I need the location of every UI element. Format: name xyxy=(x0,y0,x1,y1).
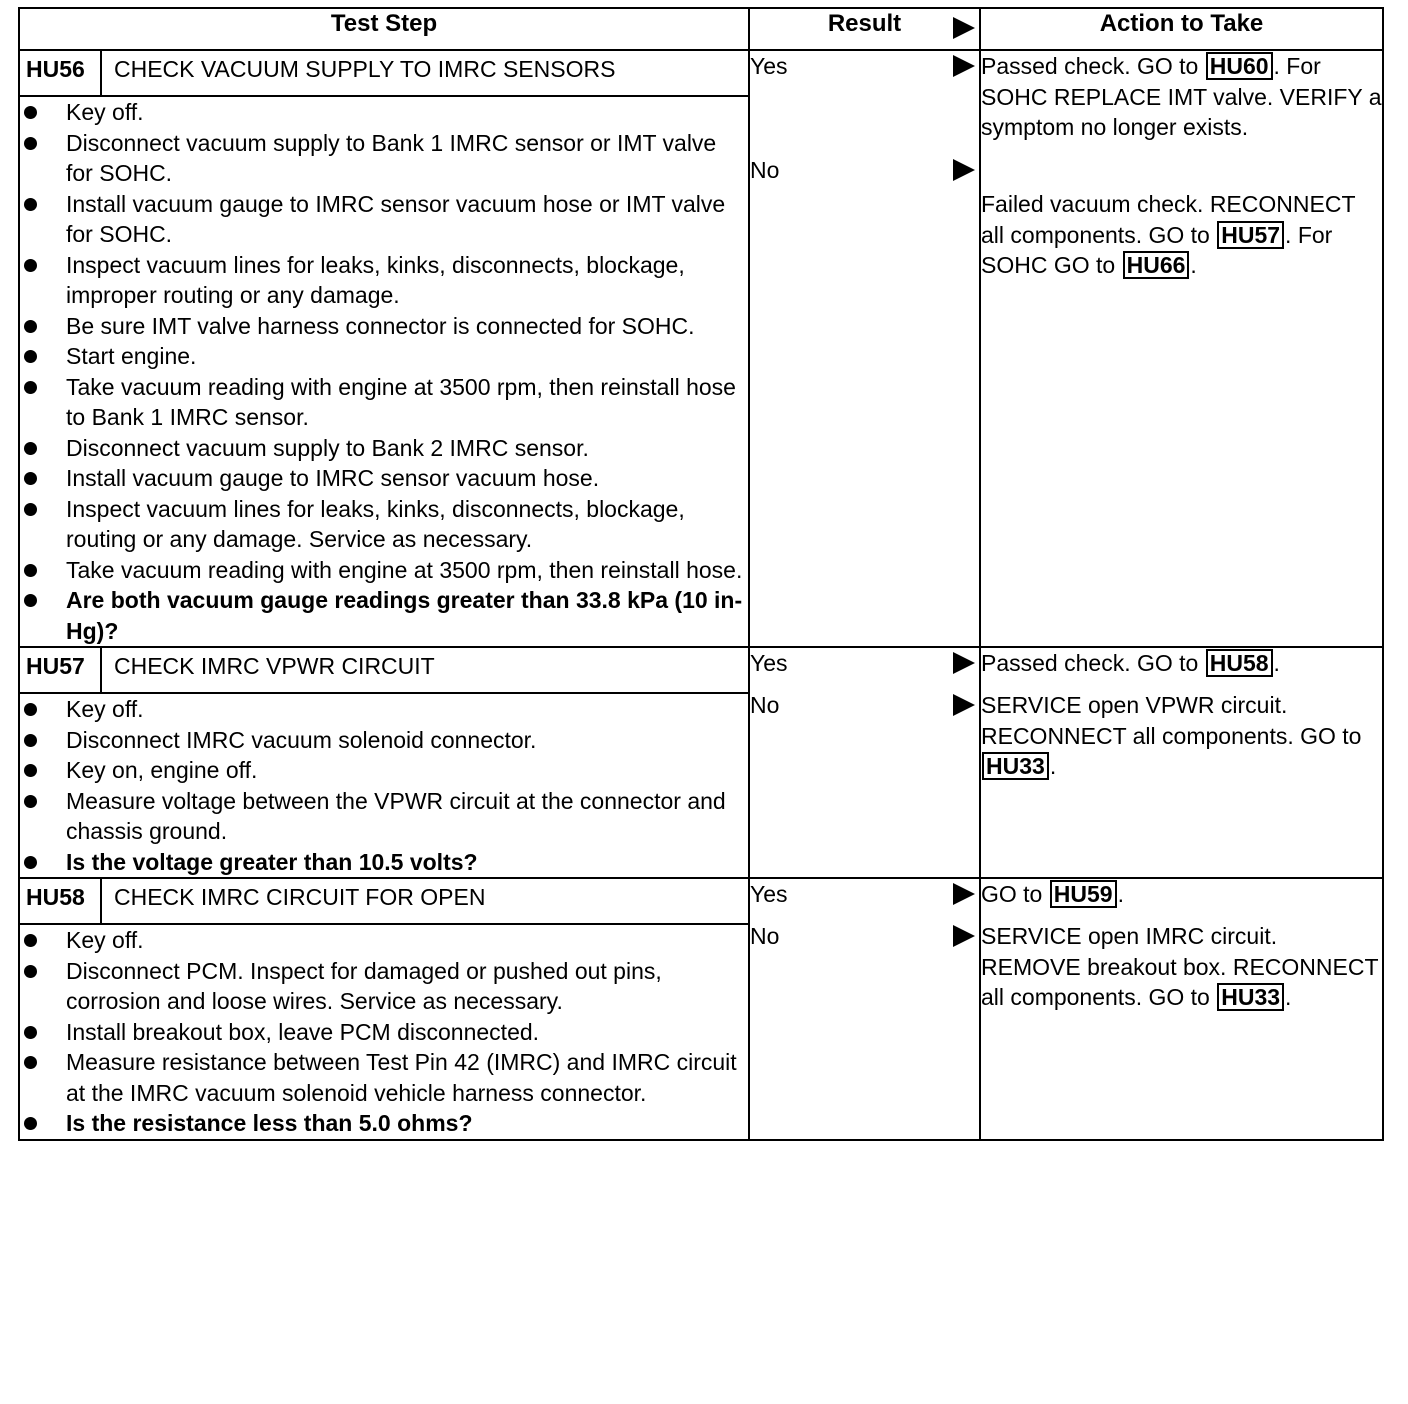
step-id: HU57 xyxy=(19,647,101,693)
action-yes xyxy=(981,879,1382,921)
step-instructions xyxy=(20,694,748,877)
arrow-right-icon xyxy=(953,693,975,724)
result-cell xyxy=(749,50,980,647)
action-text: GO to xyxy=(981,881,1049,907)
action-text: . For SOHC GO to xyxy=(981,221,1333,278)
step-title: CHECK VACUUM SUPPLY TO IMRC SENSORS xyxy=(101,50,749,96)
arrow-right-icon xyxy=(953,17,975,48)
action-cell xyxy=(980,647,1383,878)
step-reference[interactable]: HU33 xyxy=(982,752,1049,780)
result-no xyxy=(750,690,979,720)
instruction-item: Disconnect vacuum supply to Bank 2 IMRC sensor. xyxy=(20,433,748,464)
instruction-item: Start engine. xyxy=(20,341,748,372)
result-yes-label: Yes xyxy=(750,881,788,907)
step-reference[interactable]: HU59 xyxy=(1050,880,1117,908)
result-cell xyxy=(749,878,980,1140)
instruction-item: Take vacuum reading with engine at 3500 rpm, then reinstall hose to Bank 1 IMRC sensor. xyxy=(20,372,748,433)
action-text: Failed vacuum check. RECONNECT all components. GO to xyxy=(981,191,1356,248)
instruction-item: Install breakout box, leave PCM disconnected. xyxy=(20,1017,748,1048)
instruction-item: Key off. xyxy=(20,694,748,725)
action-text: SERVICE open IMRC circuit. REMOVE breakout box. RECONNECT all components. GO to xyxy=(981,923,1379,1010)
arrow-right-icon xyxy=(953,651,975,682)
step-title-row xyxy=(19,647,1383,693)
instruction-item: Key on, engine off. xyxy=(20,755,748,786)
result-cell xyxy=(749,647,980,878)
arrow-right-icon xyxy=(953,54,975,85)
instruction-item: Install vacuum gauge to IMRC sensor vacuum hose or IMT valve for SOHC. xyxy=(20,189,748,250)
step-title: CHECK IMRC CIRCUIT FOR OPEN xyxy=(101,878,749,924)
step-body xyxy=(19,693,749,878)
step-reference[interactable]: HU58 xyxy=(1206,649,1273,677)
header-result-label: Result xyxy=(827,10,902,37)
action-text: . xyxy=(1273,650,1280,676)
instruction-question: Are both vacuum gauge readings greater than 33.8 kPa (10 in-Hg)? xyxy=(20,585,748,646)
result-yes-label: Yes xyxy=(750,53,788,79)
instruction-item: Inspect vacuum lines for leaks, kinks, disconnects, blockage, improper routing or any damage. xyxy=(20,250,748,311)
result-yes xyxy=(750,648,979,678)
action-yes xyxy=(981,648,1382,690)
step-id: HU58 xyxy=(19,878,101,924)
step-body xyxy=(19,924,749,1140)
instruction-item: Measure resistance between Test Pin 42 (IMRC) and IMRC circuit at the IMRC vacuum solenoid vehicle harness connector. xyxy=(20,1047,748,1108)
action-text: Passed check. GO to xyxy=(981,650,1205,676)
action-text: SERVICE open VPWR circuit. RECONNECT all components. GO to xyxy=(981,692,1362,749)
result-no xyxy=(750,921,979,951)
instruction-item: Inspect vacuum lines for leaks, kinks, disconnects, blockage, routing or any damage. Service as necessary. xyxy=(20,494,748,555)
instruction-item: Key off. xyxy=(20,97,748,128)
action-text: . For SOHC REPLACE IMT valve. VERIFY a symptom no longer exists. xyxy=(981,53,1382,140)
step-reference[interactable]: HU33 xyxy=(1217,983,1284,1011)
result-no xyxy=(750,155,979,185)
step-title-row xyxy=(19,878,1383,924)
instruction-item: Measure voltage between the VPWR circuit at the connector and chassis ground. xyxy=(20,786,748,847)
action-text: . xyxy=(1285,984,1292,1010)
instruction-item: Disconnect PCM. Inspect for damaged or pushed out pins, corrosion and loose wires. Service as necessary. xyxy=(20,956,748,1017)
action-no xyxy=(981,690,1382,782)
instruction-item: Disconnect IMRC vacuum solenoid connector. xyxy=(20,725,748,756)
instruction-item: Install vacuum gauge to IMRC sensor vacuum hose. xyxy=(20,463,748,494)
result-no-label: No xyxy=(750,923,780,949)
action-text: . xyxy=(1117,881,1124,907)
action-no xyxy=(981,921,1382,1013)
step-reference[interactable]: HU60 xyxy=(1206,52,1273,80)
step-body xyxy=(19,96,749,647)
diagnostic-page xyxy=(18,7,1382,1141)
step-title: CHECK IMRC VPWR CIRCUIT xyxy=(101,647,749,693)
instruction-item: Disconnect vacuum supply to Bank 1 IMRC sensor or IMT valve for SOHC. xyxy=(20,128,748,189)
step-reference[interactable]: HU66 xyxy=(1123,251,1190,279)
result-no-label: No xyxy=(750,157,780,183)
step-id: HU56 xyxy=(19,50,101,96)
instruction-question: Is the voltage greater than 10.5 volts? xyxy=(20,847,748,878)
action-text: . xyxy=(1049,753,1057,779)
action-text: Passed check. GO to xyxy=(981,53,1205,79)
action-yes xyxy=(981,51,1382,189)
arrow-right-icon xyxy=(953,158,975,189)
instruction-item: Take vacuum reading with engine at 3500 rpm, then reinstall hose. xyxy=(20,555,748,586)
instruction-item: Be sure IMT valve harness connector is connected for SOHC. xyxy=(20,311,748,342)
action-cell xyxy=(980,50,1383,647)
arrow-right-icon xyxy=(953,924,975,955)
step-instructions xyxy=(20,925,748,1139)
pinpoint-test-table xyxy=(18,7,1384,1141)
header-result xyxy=(749,8,980,50)
step-reference[interactable]: HU57 xyxy=(1217,221,1284,249)
action-text: . xyxy=(1190,252,1197,278)
table-header-row xyxy=(19,8,1383,50)
header-test-step: Test Step xyxy=(19,8,749,50)
step-title-row xyxy=(19,50,1383,96)
header-action: Action to Take xyxy=(980,8,1383,50)
result-yes xyxy=(750,879,979,909)
instruction-question: Is the resistance less than 5.0 ohms? xyxy=(20,1108,748,1139)
arrow-right-icon xyxy=(953,882,975,913)
step-instructions xyxy=(20,97,748,646)
result-no-label: No xyxy=(750,692,780,718)
instruction-item: Key off. xyxy=(20,925,748,956)
result-yes xyxy=(750,51,979,81)
action-cell xyxy=(980,878,1383,1140)
action-no xyxy=(981,189,1382,281)
result-yes-label: Yes xyxy=(750,650,788,676)
